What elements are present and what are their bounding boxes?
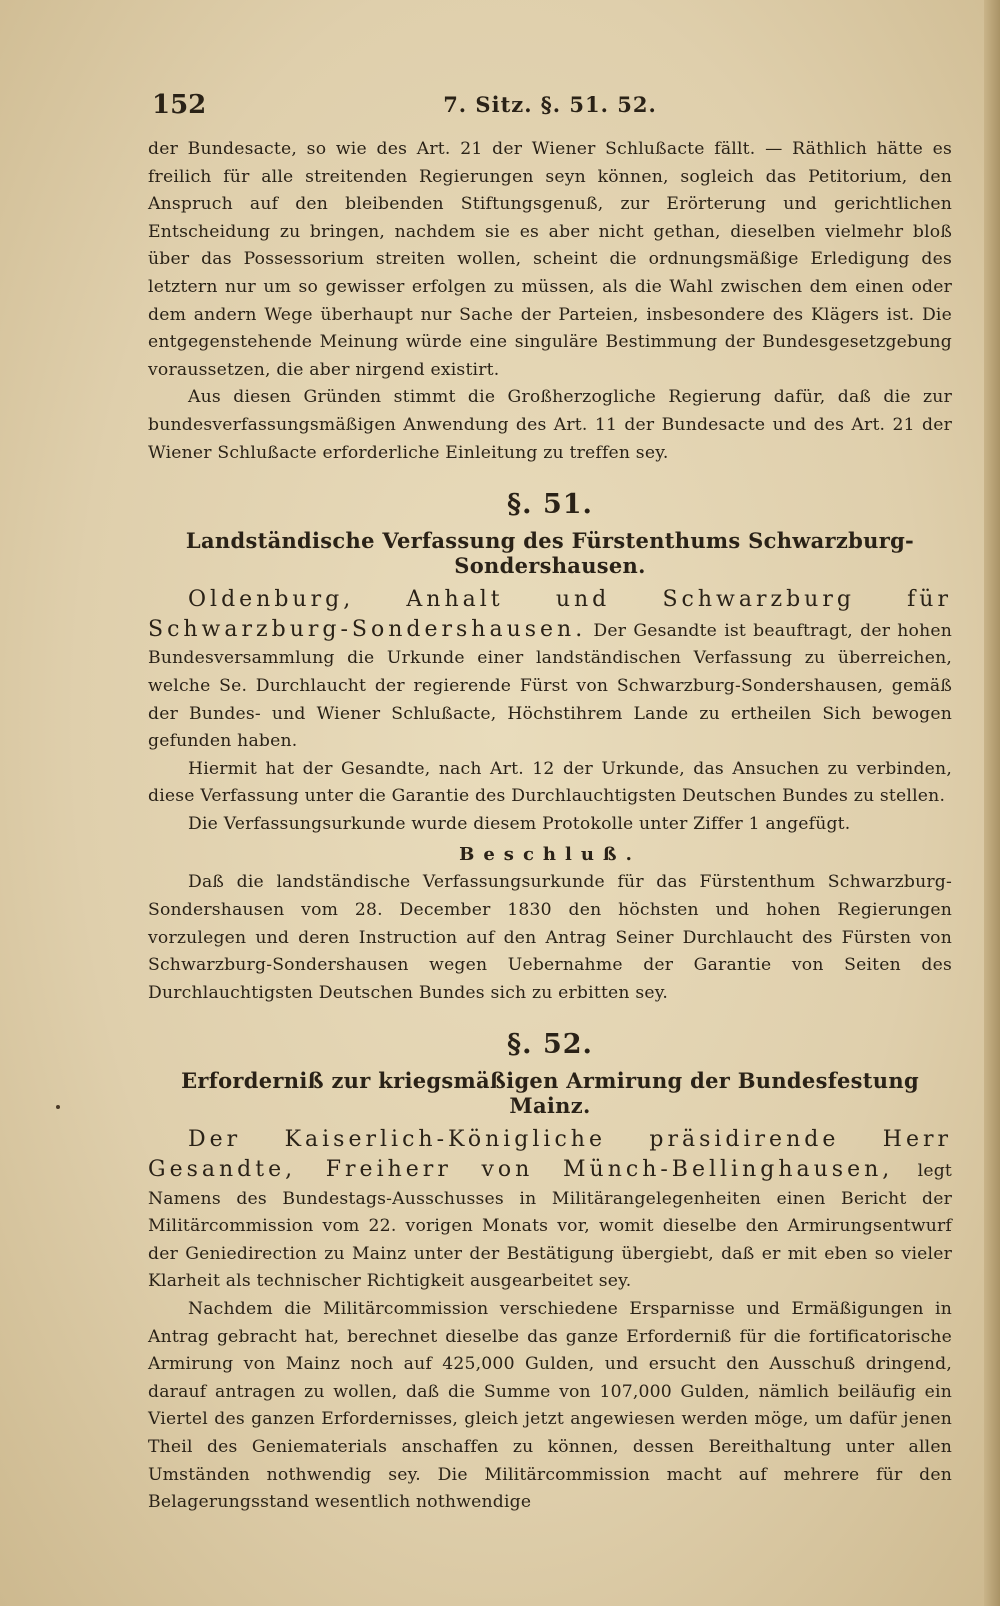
section-51-lead: Oldenburg, Anhalt und Schwarzburg für Schwarzburg-Sondershausen. xyxy=(148,587,952,642)
intro-paragraph-2: Aus diesen Gründen stimmt die Großherzogliche Regierung dafür, daß die zur bundesverfassungsmäßigen Anwendung des Art. 11 der Bundesacte und des Art. 21 der Wiener Schlußacte erforderliche Einleitung zu treffen sey. xyxy=(148,387,952,463)
margin-mark xyxy=(56,1105,60,1109)
beschluss-heading: Beschluß. xyxy=(459,844,641,866)
page-edge xyxy=(984,0,1000,1606)
intro-paragraph-1: der Bundesacte, so wie des Art. 21 der Wiener Schlußacte fällt. — Räthlich hätte es freilich für alle streitenden Regierungen seyn können, sogleich das Petitorium, den Anspruch auf den bleibenden Stiftungsgenuß, zur Erörterung und gerichtlichen Entscheidung zu bringen, nachdem sie es aber nicht gethan, dieselben vielmehr bloß über das Possessorium streiten wollen, scheint die ordnungsmäßige Erledigung des letztern nur um so gewisser erfolgen zu müssen, als die Wahl zwischen dem einen oder dem andern Wege überhaupt nur Sache der Parteien, insbesondere des Klägers ist. Die entgegenstehende Meinung würde eine singuläre Bestimmung der Bundesgesetzgebung voraussetzen, die aber nirgend existirt. xyxy=(148,139,952,380)
section-51-paragraph-2: Hiermit hat der Gesandte, nach Art. 12 der Urkunde, das Ansuchen zu verbinden, diese Verfassung unter die Garantie des Durchlauchtigsten Deutschen Bundes zu stellen. xyxy=(148,758,952,807)
section-51-heading: §. 51. xyxy=(507,489,593,521)
page-header xyxy=(148,88,952,128)
section-52-paragraph-1-text: legt Namens des Bundestags-Ausschusses in Militärangelegenheiten einen Bericht der Militärcommission vom 22. vorigen Monats vor, womit dieselbe den Armirungsentwurf der Geniedirection zu Mainz unter der Bestätigung übergiebt, daß er mit eben so vieler Klarheit als technischer Richtigkeit ausgearbeitet sey. xyxy=(148,1161,952,1292)
section-51-paragraph-1 xyxy=(148,586,952,756)
section-52-heading: §. 52. xyxy=(507,1029,593,1061)
section-51-paragraph-3: Die Verfassungsurkunde wurde diesem Protokolle unter Ziffer 1 angefügt. xyxy=(188,813,851,834)
section-52-lead: Der Kaiserlich-Königliche präsidirende Herr Gesandte, Freiherr von Münch-Bellinghausen, xyxy=(148,1127,952,1183)
page-content xyxy=(148,88,952,1517)
section-51-paragraph-4: Daß die landständische Verfassungsurkunde für das Fürstenthum Schwarzburg-Sondershausen vom 28. December 1830 den höchsten und hohen Regierungen vorzulegen und deren Instruction auf den Antrag Seiner Durchlaucht des Fürsten von Schwarzburg-Sondershausen wegen Uebernahme der Garantie von Seiten des Durchlauchtigsten Deutschen Bundes sich zu erbitten sey. xyxy=(148,872,952,1003)
section-52-paragraph-1 xyxy=(148,1126,952,1296)
page-number: 152 xyxy=(152,90,207,120)
section-51-title: Landständische Verfassung des Fürstenthums Schwarzburg-Sondershausen. xyxy=(185,528,915,579)
section-52-paragraph-2: Nachdem die Militärcommission verschiedene Ersparnisse und Ermäßigungen in Antrag gebracht hat, berechnet dieselbe das ganze Erforderniß für die fortificatorische Armirung von Mainz noch auf 425,000 Gulden, und ersucht den Ausschuß dringend, darauf antragen zu wollen, daß die Summe von 107,000 Gulden, nämlich beiläufig ein Viertel des ganzen Erfordernisses, gleich jetzt angewiesen werden möge, um dafür jenen Theil des Geniematerials anschaffen zu können, dessen Bereithaltung unter allen Umständen nothwendig sey. Die Militärcommission macht auf mehrere für den Belagerungsstand wesentlich nothwendige xyxy=(148,1299,952,1513)
section-52-title: Erforderniß zur kriegsmäßigen Armirung der Bundesfestung Mainz. xyxy=(181,1068,919,1119)
section-51-paragraph-1-text: Der Gesandte ist beauftragt, der hohen Bundesversammlung die Urkunde einer landständischen Verfassung zu überreichen, welche Se. Durchlaucht der regierende Fürst von Schwarzburg-Sondershausen, gemäß der Bundes- und Wiener Schlußacte, Höchstihrem Lande zu ertheilen Sich bewogen gefunden haben. xyxy=(148,620,952,752)
running-head: 7. Sitz. §. 51. 52. xyxy=(443,92,657,117)
